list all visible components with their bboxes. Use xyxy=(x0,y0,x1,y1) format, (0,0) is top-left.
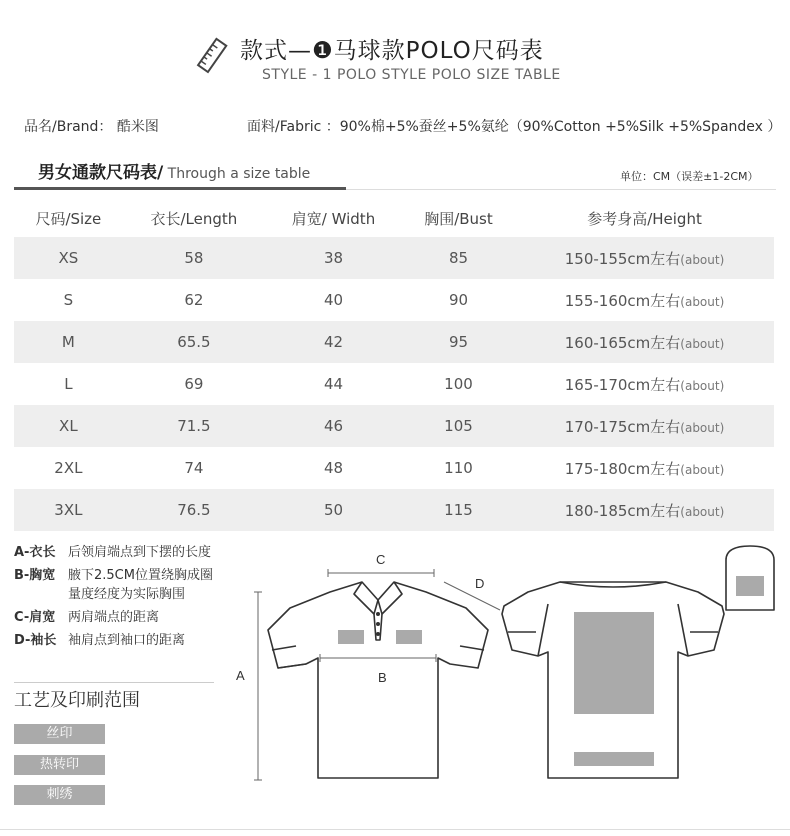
section-title-sub: Through a size table xyxy=(163,166,311,182)
label-a: A xyxy=(236,668,245,683)
front-collar xyxy=(354,582,402,614)
cell-width: 50 xyxy=(265,489,402,531)
label-c: C xyxy=(376,552,386,567)
brand-info: 品名/Brand： 酷米图 xyxy=(24,119,159,135)
table-header-row xyxy=(14,199,774,237)
craft-divider xyxy=(14,682,214,683)
cell-length: 69 xyxy=(184,375,204,393)
footer-divider xyxy=(0,829,790,830)
table-row xyxy=(14,363,774,405)
ruler-icon xyxy=(196,36,230,76)
cell-size: 2XL xyxy=(54,459,83,477)
cell-size: L xyxy=(64,375,73,393)
cell-height: 165-170cm左右(about) xyxy=(564,375,725,394)
cell-height: 175-180cm左右(about) xyxy=(564,459,725,478)
table-row xyxy=(14,405,774,447)
cell-length: 65.5 xyxy=(123,321,265,363)
measurement-definitions xyxy=(14,541,213,652)
cell-width: 42 xyxy=(265,321,402,363)
print-area-cap xyxy=(736,576,764,596)
craft-title: 工艺及印刷范围 xyxy=(14,690,140,711)
definition-c: C-肩宽 两肩端点的距离 xyxy=(14,610,160,625)
cell-size: XS xyxy=(14,237,123,279)
cell-bust: 100 xyxy=(444,375,473,393)
cell-bust: 105 xyxy=(402,405,515,447)
page-subtitle: STYLE - 1 POLO STYLE POLO SIZE TABLE xyxy=(262,67,561,83)
cell-height: 160-165cm左右(about) xyxy=(515,321,774,363)
polo-shirt-diagram xyxy=(230,540,790,830)
cell-length: 62 xyxy=(184,291,204,309)
cell-width: 40 xyxy=(323,291,344,309)
cell-size: M xyxy=(14,321,123,363)
cell-bust: 90 xyxy=(448,291,469,309)
print-area-back xyxy=(574,612,654,714)
cell-bust: 85 xyxy=(402,237,515,279)
table-row xyxy=(14,447,774,489)
cell-height: 170-175cm左右(about) xyxy=(515,405,774,447)
page-title: 款式—❶马球款POLO尺码表 xyxy=(240,38,544,64)
cell-width: 48 xyxy=(323,459,344,477)
unit-note: 单位：CM（误差±1-2CM） xyxy=(620,170,759,183)
cell-width: 46 xyxy=(265,405,402,447)
header-size: 尺码/Size xyxy=(35,209,102,228)
cell-bust: 110 xyxy=(444,459,473,477)
fabric-info: 面料/Fabric ：90%棉+5%蚕丝+5%氨纶（90%Cotton +5%Silk +5%Spandex ） xyxy=(247,119,782,135)
section-title-main: 男女通款尺码表/ xyxy=(38,163,164,183)
cell-length: 58 xyxy=(123,237,265,279)
cell-size: XL xyxy=(14,405,123,447)
size-table xyxy=(14,199,774,531)
table-row xyxy=(14,279,774,321)
cell-height: 150-155cm左右(about) xyxy=(515,237,774,279)
craft-tag-silkscreen: 丝印 xyxy=(14,724,105,744)
craft-tag-embroidery: 刺绣 xyxy=(14,785,105,805)
cell-height: 155-160cm左右(about) xyxy=(564,291,725,310)
print-area-back-hem xyxy=(574,752,654,766)
header-height: 参考身高/Height xyxy=(587,209,702,228)
table-row xyxy=(14,489,774,531)
table-row xyxy=(14,321,774,363)
table-row xyxy=(14,237,774,279)
definition-d: D-袖长 袖肩点到袖口的距离 xyxy=(14,633,186,648)
definition-b: B-胸宽 腋下2.5CM位置绕胸成圈 量度经度为实际胸围 xyxy=(14,568,213,602)
cell-length: 71.5 xyxy=(123,405,265,447)
cell-bust: 115 xyxy=(402,489,515,531)
cell-length: 76.5 xyxy=(123,489,265,531)
header-width: 肩宽/ Width xyxy=(291,209,376,228)
cell-bust: 95 xyxy=(402,321,515,363)
section-title xyxy=(38,158,310,183)
cell-length: 74 xyxy=(184,459,204,477)
cell-size: 3XL xyxy=(14,489,123,531)
label-d: D xyxy=(475,576,485,591)
definition-a: A-衣长 后领肩端点到下摆的长度 xyxy=(14,545,212,560)
cell-size: S xyxy=(63,291,74,309)
cell-height: 180-185cm左右(about) xyxy=(515,489,774,531)
header-bust: 胸围/Bust xyxy=(424,209,493,228)
craft-tag-heat-transfer: 热转印 xyxy=(14,755,105,775)
cell-width: 44 xyxy=(323,375,344,393)
cell-width: 38 xyxy=(265,237,402,279)
section-underline xyxy=(14,187,346,190)
print-area-left-chest xyxy=(338,630,364,644)
header-length: 衣长/Length xyxy=(150,209,238,228)
print-area-right-chest xyxy=(396,630,422,644)
label-b: B xyxy=(378,670,387,685)
